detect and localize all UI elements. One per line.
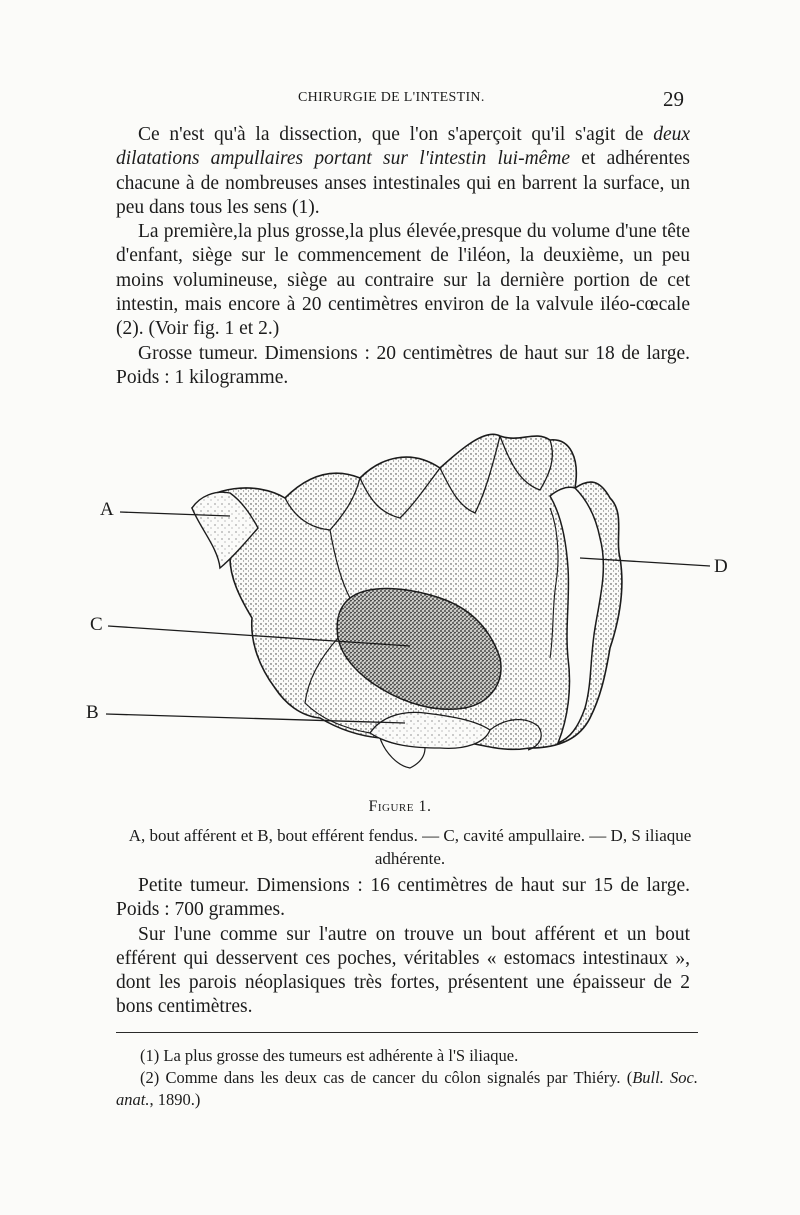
figure-illustration: [80, 418, 740, 790]
paragraph-1-suffix: et adhérentes chacune à de nombreuses anses intestinales qui en barrent la surface, un peu dans tous les sens (1).: [116, 148, 690, 218]
footnotes: [116, 1045, 698, 1111]
footnote-2-suffix: , 1890.): [149, 1090, 201, 1109]
figure-1: [80, 418, 740, 790]
figure-title-word: Figure: [368, 798, 414, 815]
figure-title: [0, 798, 800, 816]
figure-label-d: D: [714, 556, 728, 577]
footnote-1: (1) La plus grosse des tumeurs est adhérente à l'S iliaque.: [140, 1046, 519, 1065]
figure-label-a: A: [100, 499, 114, 520]
running-title: CHIRURGIE DE L'INTESTIN.: [298, 90, 485, 105]
paragraph-2: La première,la plus grosse,la plus élevée,presque du volume d'une tête d'enfant, siège sur le commencement de l'iléon, la deuxième, un peu moins volumineuse, siège au contraire sur la dernière portion de cet intestin, mais encore à 20 centimètres environ de la valvule iléo-cœcale (2). (Voir fig. 1 et 2.): [116, 221, 690, 340]
figure-label-b: B: [86, 702, 99, 723]
body-text-top: [116, 123, 690, 390]
paragraph-1: [116, 123, 690, 220]
footnote-2-text: (2) Comme dans les deux cas de cancer du côlon signalés par Thiéry. (: [140, 1068, 633, 1087]
figure-title-number: 1.: [414, 798, 432, 815]
paragraph-3: Grosse tumeur. Dimensions : 20 centimètres de haut sur 18 de large. Poids : 1 kilogramme.: [116, 342, 690, 388]
footnote-rule: [116, 1032, 698, 1033]
figure-label-c: C: [90, 614, 103, 635]
body-text-bottom: [116, 874, 690, 1020]
running-head: [0, 87, 800, 114]
paragraph-1-prefix: Ce n'est qu'à la dissection, que l'on s'aperçoit qu'il s'agit de: [138, 124, 654, 145]
paragraph-5: Sur l'une comme sur l'autre on trouve un bout afférent et un bout efférent qui desservent ces poches, véritables « estomacs intestinaux », dont les parois néoplasiques très fortes, présentent une épaisseur de 2 bons centimètres.: [116, 923, 690, 1018]
page-number: 29: [663, 87, 684, 111]
paragraph-1-italic: deux dilatations ampullaires portant sur l'intestin lui-même: [116, 124, 690, 170]
figure-caption: A, bout afférent et B, bout efférent fendus. — C, cavité ampullaire. — D, S iliaque adhérente.: [128, 826, 692, 868]
paragraph-4: Petite tumeur. Dimensions : 16 centimètres de haut sur 15 de large. Poids : 700 grammes.: [116, 875, 690, 921]
footnote-2: [116, 1067, 698, 1111]
footnote-2-italic: Bull. Soc. anat.: [116, 1068, 698, 1109]
